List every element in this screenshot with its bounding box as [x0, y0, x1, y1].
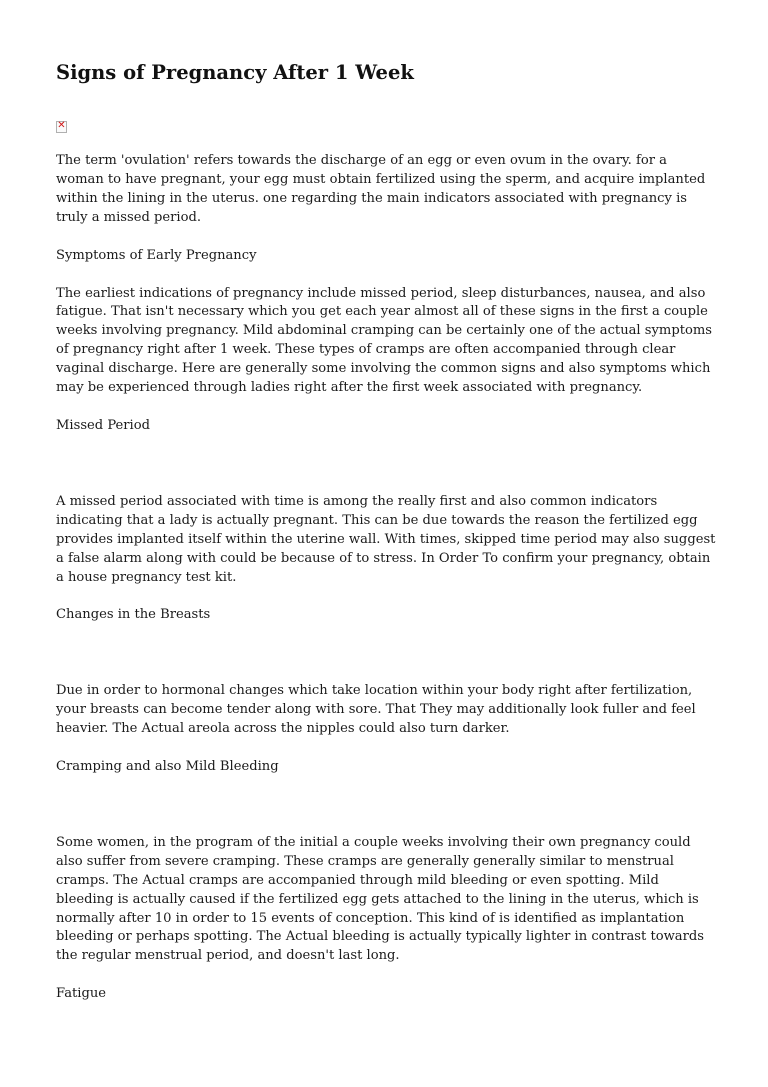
section-heading-early-symptoms: Symptoms of Early Pregnancy [56, 247, 257, 263]
intro-paragraph: The term 'ovulation' refers towards the discharge of an egg or even ovum in the ovary. for a woman to have pregnant, your egg must obtain fertilized using the sperm, and acquire implanted within the lining in the uterus. one regarding the main indicators associated with pregnancy is truly a missed period. [56, 153, 706, 225]
section-heading-fatigue: Fatigue [56, 986, 107, 1002]
breast-changes-paragraph: Due in order to hormonal changes which take location within your body right after fertilization, your breasts can become tender along with sore. That They may additionally look fuller and feel heavier. The Actual areola across the nipples could also turn darker. [56, 683, 696, 737]
section-heading-breast-changes: Changes in the Breasts [56, 607, 211, 623]
section-heading-cramping: Cramping and also Mild Bleeding [56, 759, 279, 775]
broken-image-icon: ✕ [57, 120, 66, 131]
early-symptoms-paragraph: The earliest indications of pregnancy include missed period, sleep disturbances, nausea, and also fatigue. That isn't necessary which you get each year almost all of these signs in the first a couple weeks involving pregnancy. Mild abdominal cramping can be certainly one of the actual symptoms of pregnancy right after 1 week. These types of cramps are often accompanied through clear vaginal discharge. Here are generally some involving the common signs and also symptoms which may be experienced through ladies right after the first week associated with pregnancy. [56, 285, 712, 396]
page-title: Signs of Pregnancy After 1 Week [56, 61, 414, 84]
missed-period-paragraph: A missed period associated with time is among the really first and also common indicators indicating that a lady is actually pregnant. This can be due towards the reason the fertilized egg provides implanted itself within the uterine wall. With times, skipped time period may also suggest a false alarm along with could be because of to stress. In Order To confirm your pregnancy, obtain a house pregnancy test kit. [56, 493, 716, 585]
cramping-paragraph: Some women, in the program of the initial a couple weeks involving their own pregnancy could also suffer from severe cramping. These cramps are generally generally similar to menstrual cramps. The Actual cramps are accompanied through mild bleeding or even spotting. Mild bleeding is actually caused if the fertilized egg gets attached to the lining in the uterus, which is normally after 10 in order to 15 events of conception. This kind of is identified as implantation bleeding or perhaps spotting. The Actual bleeding is actually typically lighter in contrast towards the regular menstrual period, and doesn't last long. [56, 834, 704, 964]
document-page [56, 60, 716, 1004]
document-body [56, 152, 716, 1004]
section-heading-missed-period: Missed Period [56, 417, 151, 433]
